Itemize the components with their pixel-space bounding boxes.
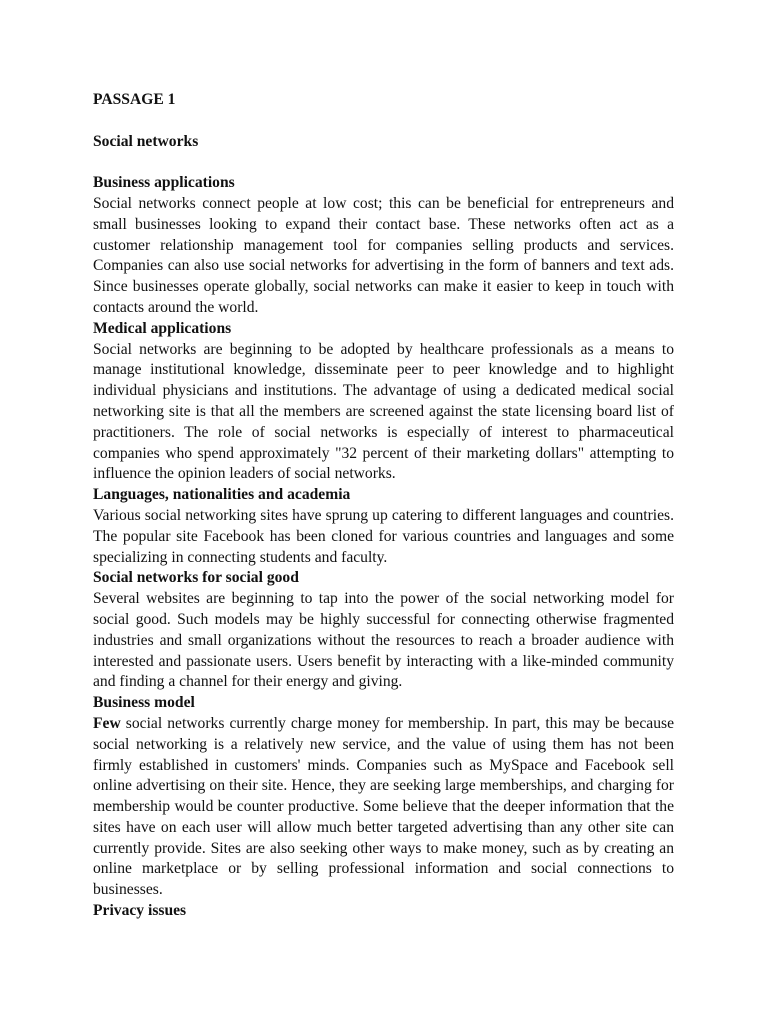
document-page xyxy=(93,90,674,922)
document-title: Social networks xyxy=(93,132,199,150)
section-body-social-good: Several websites are beginning to tap into the power of the social networking model for social good. Such models may be highly successful for connecting otherwise fragmented industries and small organizations without the resources to reach a broader audience with interested and passionate users. Users benefit by interacting with a like-minded community and finding a channel for their energy and giving. xyxy=(93,590,674,691)
passage-label: PASSAGE 1 xyxy=(93,91,176,108)
spacer xyxy=(93,152,674,173)
section-body-text: social networks currently charge money for membership. In part, this may be because social networking is a relatively new service, and the value of using them has not been firmly established in customers' minds. Companies such as MySpace and Facebook sell online advertising on their site. Hence, they are seeking large memberships, and charging for membership would be counter productive. Some believe that the deeper information that the sites have on each user will allow much better targeted advertising than any other site can currently provide. Sites are also seeking other ways to make money, such as by creating an online marketplace or by selling professional information and social connections to businesses. xyxy=(93,714,674,899)
section-heading-social-good: Social networks for social good xyxy=(93,569,299,587)
section-heading-languages: Languages, nationalities and academia xyxy=(93,486,351,504)
section-body-business-model xyxy=(93,714,674,901)
section-body-business-applications: Social networks connect people at low cost; this can be beneficial for entrepreneurs and small businesses looking to expand their contact base. These networks often act as a customer relationship management tool for companies selling products and services. Companies can also use social networks for advertising in the form of banners and text ads. Since businesses operate globally, social networks can make it easier to keep in touch with contacts around the world. xyxy=(93,194,674,316)
section-heading-business-applications: Business applications xyxy=(93,174,235,192)
section-body-languages: Various social networking sites have sprung up catering to different languages and countries. The popular site Facebook has been cloned for various countries and languages and some specializing in connecting students and faculty. xyxy=(93,506,674,566)
section-heading-business-model: Business model xyxy=(93,694,195,712)
spacer xyxy=(93,111,674,132)
section-body-medical-applications: Social networks are beginning to be adopted by healthcare professionals as a means to manage institutional knowledge, disseminate peer to peer knowledge and to highlight individual physicians and institutions. The advantage of using a dedicated medical social networking site is that all the members are screened against the state licensing board list of practitioners. The role of social networks is especially of interest to pharmaceutical companies who spend approximately "32 percent of their marketing dollars" attempting to influence the opinion leaders of social networks. xyxy=(93,340,674,483)
lead-word: Few xyxy=(93,714,121,732)
section-heading-medical-applications: Medical applications xyxy=(93,319,232,337)
section-heading-privacy-issues: Privacy issues xyxy=(93,902,187,920)
